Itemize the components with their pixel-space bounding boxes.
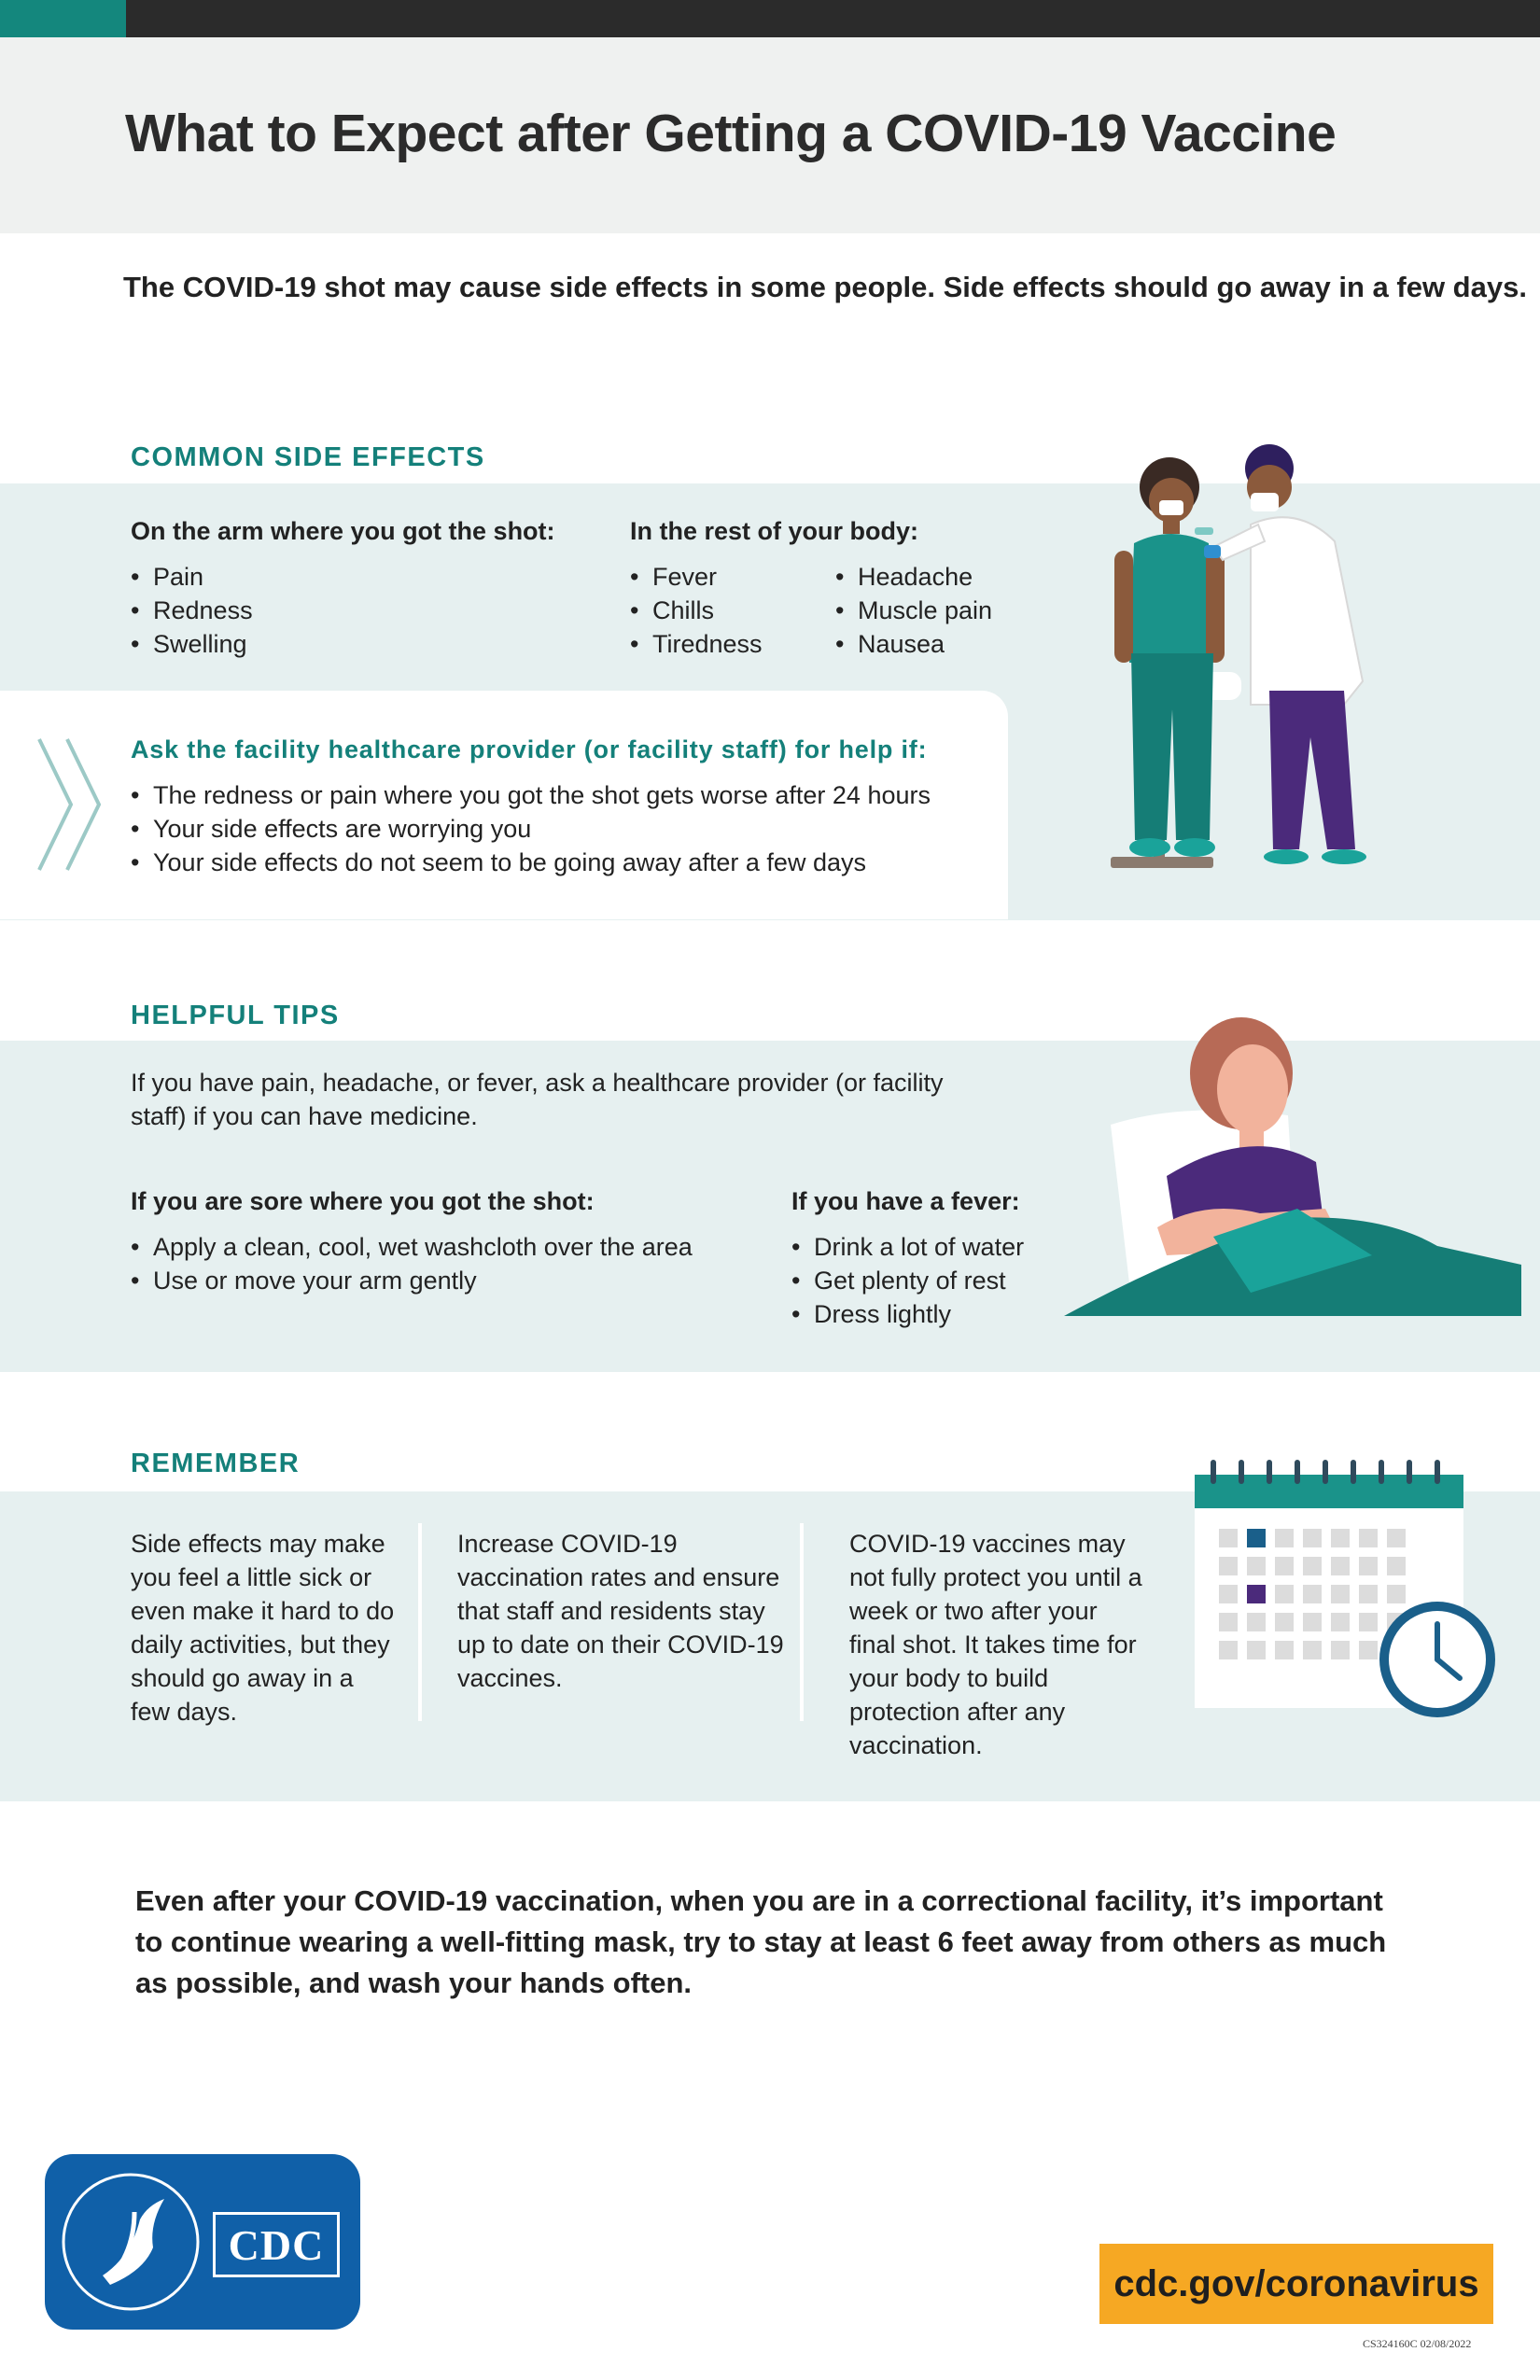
calendar-day-square <box>1275 1585 1294 1603</box>
ask-provider-heading: Ask the facility healthcare provider (or facility staff) for help if: <box>131 735 928 763</box>
calendar-clock-icon <box>1187 1456 1512 1727</box>
calendar-day-square <box>1303 1613 1322 1631</box>
sore-heading: If you are sore where you got the shot: <box>131 1187 595 1215</box>
list-item: • Tiredness <box>630 627 763 661</box>
calendar-day-square <box>1387 1529 1406 1547</box>
list-item: • Dress lightly <box>791 1297 1024 1331</box>
calendar-day-square <box>1219 1641 1238 1659</box>
list-item: • Chills <box>630 594 763 627</box>
list-item: • Drink a lot of water <box>791 1230 1024 1264</box>
body-heading: In the rest of your body: <box>630 517 919 545</box>
remember-col-2: Increase COVID-19 vaccination rates and ensure that staff and residents stay up to date on their COVID-19 vaccines. <box>457 1530 784 1692</box>
calendar-day-square <box>1247 1529 1266 1547</box>
top-bar <box>0 0 1540 37</box>
list-item: • Nausea <box>835 627 992 661</box>
list-item: • Fever <box>630 560 763 594</box>
calendar-day-square <box>1219 1557 1238 1575</box>
helpful-tips-intro: If you have pain, headache, or fever, ask a healthcare provider (or facility staff) if you can have medicine. <box>131 1069 944 1130</box>
calendar-day-square <box>1359 1557 1378 1575</box>
resting-person-illustration <box>1064 1013 1521 1321</box>
calendar-day-square <box>1303 1529 1322 1547</box>
body-list-col2 <box>835 560 992 661</box>
calendar-day-square <box>1331 1529 1350 1547</box>
fever-heading: If you have a fever: <box>791 1187 1020 1215</box>
calendar-day-square <box>1331 1641 1350 1659</box>
column-divider <box>800 1523 804 1721</box>
list-item: • Your side effects are worrying you <box>131 812 931 846</box>
calendar-day-square <box>1247 1585 1266 1603</box>
helpful-tips-heading: HELPFUL TIPS <box>131 1001 340 1030</box>
list-item: • Apply a clean, cool, wet washcloth over the area <box>131 1230 693 1264</box>
cdc-url-link[interactable]: cdc.gov/coronavirus <box>1113 2262 1479 2304</box>
page-title: What to Expect after Getting a COVID-19 Vaccine <box>125 104 1337 163</box>
cdc-logo-text: CDC <box>228 2220 325 2269</box>
calendar-day-square <box>1247 1557 1266 1575</box>
intro-text: The COVID-19 shot may cause side effects in some people. Side effects should go away in a few days. <box>123 271 1527 303</box>
list-item: • Redness <box>131 594 253 627</box>
list-item: • Swelling <box>131 627 253 661</box>
arm-heading: On the arm where you got the shot: <box>131 517 555 545</box>
calendar-day-square <box>1275 1557 1294 1575</box>
calendar-day-square <box>1387 1557 1406 1575</box>
calendar-day-square <box>1359 1529 1378 1547</box>
calendar-day-square <box>1303 1585 1322 1603</box>
calendar-day-square <box>1219 1529 1238 1547</box>
calendar-day-square <box>1331 1585 1350 1603</box>
calendar-day-square <box>1219 1585 1238 1603</box>
calendar-day-square <box>1219 1613 1238 1631</box>
calendar-day-square <box>1359 1641 1378 1659</box>
calendar-day-square <box>1359 1585 1378 1603</box>
calendar-day-square <box>1331 1557 1350 1575</box>
remember-col-3: COVID-19 vaccines may not fully protect you until a week or two after your final shot. It takes time for your body to build protection after any vaccination. <box>849 1530 1142 1759</box>
list-item: • Headache <box>835 560 992 594</box>
hhs-cdc-logo <box>45 2154 360 2330</box>
calendar-day-square <box>1387 1585 1406 1603</box>
column-divider <box>418 1523 422 1721</box>
calendar-day-square <box>1331 1613 1350 1631</box>
list-item: • The redness or pain where you got the shot gets worse after 24 hours <box>131 778 931 812</box>
body-list-col1 <box>630 560 763 661</box>
final-message: Even after your COVID-19 vaccination, when you are in a correctional facility, it’s important to continue wearing a well-fitting mask, try to stay at least 6 feet away from others as much as possible, and wash your hands often. <box>135 1884 1387 1999</box>
cdc-url-box[interactable] <box>1099 2244 1493 2324</box>
calendar-day-square <box>1275 1641 1294 1659</box>
chevron-arrows-icon <box>35 737 108 873</box>
calendar-day-square <box>1247 1613 1266 1631</box>
arm-list <box>131 560 253 661</box>
calendar-day-square <box>1303 1557 1322 1575</box>
common-side-effects-heading: COMMON SIDE EFFECTS <box>131 442 485 472</box>
calendar-day-square <box>1303 1641 1322 1659</box>
list-item: • Your side effects do not seem to be going away after a few days <box>131 846 931 879</box>
top-bar-accent <box>0 0 126 37</box>
document-id: CS324160C 02/08/2022 <box>1363 2337 1472 2350</box>
ask-provider-list <box>131 778 931 879</box>
sore-list <box>131 1230 693 1297</box>
cdc-logo <box>213 2212 340 2277</box>
list-item: • Pain <box>131 560 253 594</box>
list-item: • Get plenty of rest <box>791 1264 1024 1297</box>
list-item: • Use or move your arm gently <box>131 1264 693 1297</box>
calendar-day-square <box>1359 1613 1378 1631</box>
vaccination-illustration <box>1083 439 1475 877</box>
calendar-day-square <box>1247 1641 1266 1659</box>
remember-col-1: Side effects may make you feel a little sick or even make it hard to do daily activities, but they should go away in a few days. <box>131 1530 395 1726</box>
list-item: • Muscle pain <box>835 594 992 627</box>
remember-heading: REMEMBER <box>131 1449 301 1478</box>
fever-list <box>791 1230 1024 1331</box>
calendar-day-square <box>1275 1613 1294 1631</box>
calendar-day-square <box>1275 1529 1294 1547</box>
